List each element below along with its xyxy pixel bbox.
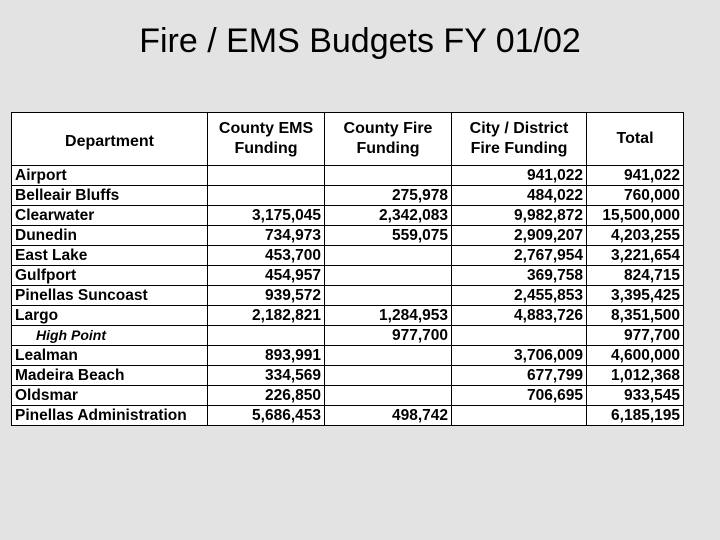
city-fire-cell: 484,022 (452, 186, 587, 206)
city-fire-cell (452, 406, 587, 426)
county-ems-cell: 2,182,821 (208, 306, 325, 326)
total-cell: 941,022 (587, 166, 684, 186)
table-row (12, 266, 684, 286)
city-fire-cell (452, 326, 587, 346)
total-cell: 15,500,000 (587, 206, 684, 226)
department-cell: Madeira Beach (12, 366, 208, 386)
table-row (12, 386, 684, 406)
county-ems-cell: 3,175,045 (208, 206, 325, 226)
table-row (12, 286, 684, 306)
total-cell: 4,203,255 (587, 226, 684, 246)
header-county-fire: County Fire Funding (325, 113, 452, 166)
department-cell: Airport (12, 166, 208, 186)
total-cell: 977,700 (587, 326, 684, 346)
city-fire-cell: 369,758 (452, 266, 587, 286)
total-cell: 4,600,000 (587, 346, 684, 366)
city-fire-cell: 4,883,726 (452, 306, 587, 326)
header-row (12, 113, 684, 166)
department-cell: Oldsmar (12, 386, 208, 406)
city-fire-cell: 941,022 (452, 166, 587, 186)
page-title: Fire / EMS Budgets FY 01/02 (139, 22, 581, 60)
total-cell: 1,012,368 (587, 366, 684, 386)
city-fire-cell: 3,706,009 (452, 346, 587, 366)
header-total: Total (587, 113, 684, 166)
department-cell: Dunedin (12, 226, 208, 246)
county-ems-cell: 734,973 (208, 226, 325, 246)
county-fire-cell: 2,342,083 (325, 206, 452, 226)
table-row (12, 346, 684, 366)
county-fire-cell (325, 246, 452, 266)
total-cell: 824,715 (587, 266, 684, 286)
header-department: Department (12, 113, 208, 166)
total-cell: 760,000 (587, 186, 684, 206)
table-row (12, 186, 684, 206)
county-fire-cell: 275,978 (325, 186, 452, 206)
county-ems-cell (208, 166, 325, 186)
department-cell: Lealman (12, 346, 208, 366)
county-fire-cell (325, 386, 452, 406)
county-fire-cell (325, 346, 452, 366)
table-row (12, 406, 684, 426)
city-fire-cell: 677,799 (452, 366, 587, 386)
department-cell: High Point (12, 326, 208, 346)
city-fire-cell: 2,455,853 (452, 286, 587, 306)
total-cell: 6,185,195 (587, 406, 684, 426)
county-fire-cell (325, 166, 452, 186)
county-fire-cell (325, 266, 452, 286)
department-cell: Belleair Bluffs (12, 186, 208, 206)
table-row (12, 306, 684, 326)
total-cell: 3,221,654 (587, 246, 684, 266)
department-cell: Clearwater (12, 206, 208, 226)
county-fire-cell: 498,742 (325, 406, 452, 426)
county-fire-cell (325, 366, 452, 386)
county-ems-cell: 454,957 (208, 266, 325, 286)
department-cell: East Lake (12, 246, 208, 266)
department-cell: Largo (12, 306, 208, 326)
table-row (12, 246, 684, 266)
county-ems-cell (208, 186, 325, 206)
table-row (12, 326, 684, 346)
header-city-district: City / District Fire Funding (452, 113, 587, 166)
county-ems-cell (208, 326, 325, 346)
county-fire-cell: 977,700 (325, 326, 452, 346)
county-ems-cell: 334,569 (208, 366, 325, 386)
total-cell: 8,351,500 (587, 306, 684, 326)
total-cell: 3,395,425 (587, 286, 684, 306)
table-row (12, 206, 684, 226)
county-fire-cell: 1,284,953 (325, 306, 452, 326)
city-fire-cell: 2,909,207 (452, 226, 587, 246)
table-row (12, 166, 684, 186)
department-cell: Pinellas Administration (12, 406, 208, 426)
department-cell: Pinellas Suncoast (12, 286, 208, 306)
county-ems-cell: 226,850 (208, 386, 325, 406)
header-county-ems: County EMS Funding (208, 113, 325, 166)
city-fire-cell: 9,982,872 (452, 206, 587, 226)
county-ems-cell: 939,572 (208, 286, 325, 306)
table-row (12, 226, 684, 246)
table-row (12, 366, 684, 386)
city-fire-cell: 2,767,954 (452, 246, 587, 266)
total-cell: 933,545 (587, 386, 684, 406)
county-fire-cell (325, 286, 452, 306)
county-ems-cell: 5,686,453 (208, 406, 325, 426)
county-ems-cell: 453,700 (208, 246, 325, 266)
budget-table (11, 112, 684, 426)
county-fire-cell: 559,075 (325, 226, 452, 246)
department-cell: Gulfport (12, 266, 208, 286)
city-fire-cell: 706,695 (452, 386, 587, 406)
county-ems-cell: 893,991 (208, 346, 325, 366)
